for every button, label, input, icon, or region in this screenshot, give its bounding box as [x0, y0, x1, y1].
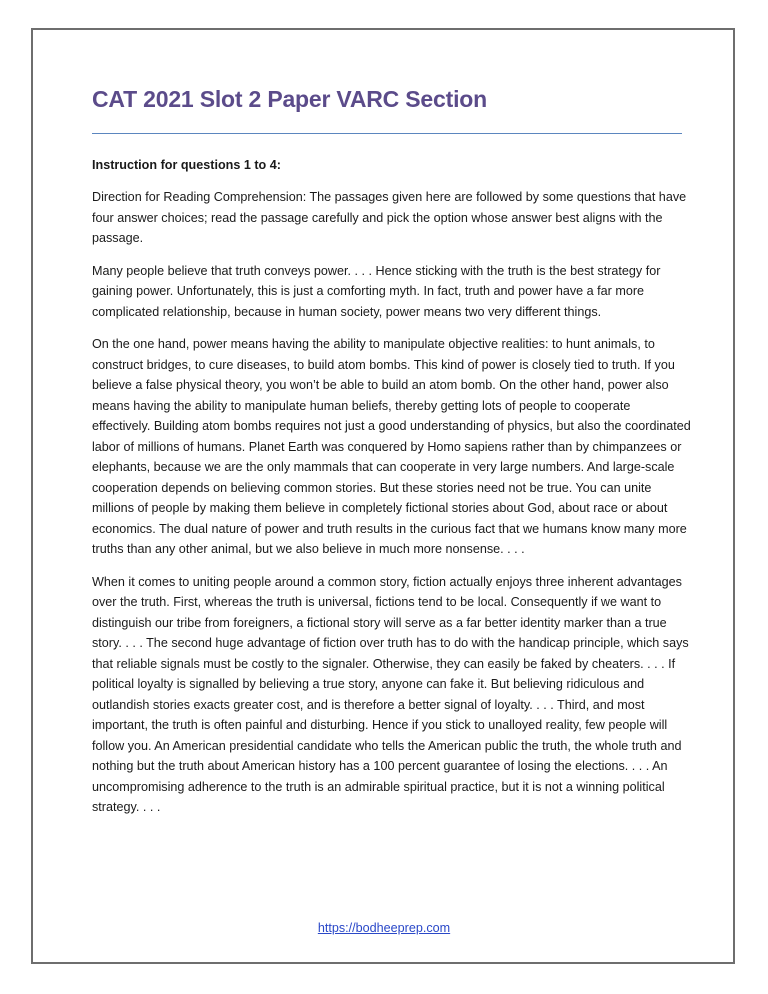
- footer-website-link[interactable]: https://bodheeprep.com: [317, 921, 451, 935]
- instruction-heading: Instruction for questions 1 to 4:: [92, 158, 281, 172]
- page-title: CAT 2021 Slot 2 Paper VARC Section: [92, 86, 487, 112]
- directions-paragraph: Direction for Reading Comprehension: The passages given here are followed by some questions that have four answer choices; read the passage carefully and pick the option whose answer best aligns with the passage.: [92, 190, 687, 245]
- title-divider: [92, 133, 682, 134]
- passage-paragraph: On the one hand, power means having the ability to manipulate objective realities: to hunt animals, to construct bridges, to cure diseases, to build atom bombs. This kind of power is closely tied to truth. If you believe a false physical theory, you won’t be able to build an atom bomb. On the other hand, power also means having the ability to manipulate human beliefs, thereby getting lots of people to cooperate effectively. Building atom bombs requires not just a good understanding of physics, but also the coordinated labor of millions of humans. Planet Earth was conquered by Homo sapiens rather than by chimpanzees or elephants, because we are the only mammals that can cooperate in very large numbers. And large-scale cooperation depends on believing common stories. But these stories need not be true. You can unite millions of people by making them believe in completely fictional stories about God, about race or about economics. The dual nature of power and truth results in the curious fact that we humans know many more truths than any other animal, but we also believe in much more nonsense. . . .: [92, 337, 691, 556]
- passage-paragraph: When it comes to uniting people around a common story, fiction actually enjoys three inherent advantages over the truth. First, whereas the truth is universal, fictions tend to be local. Consequently if we want to distinguish our tribe from foreigners, a fictional story will serve as a far better identity marker than a true story. . . . The second huge advantage of fiction over truth has to do with the handicap principle, which says that reliable signals must be costly to the signaler. Otherwise, they can easily be faked by cheaters. . . . If political loyalty is signalled by believing a true story, anyone can fake it. But believing ridiculous and outlandish stories exacts greater cost, and is therefore a better signal of loyalty. . . . Third, and most important, the truth is often painful and disturbing. Hence if you stick to unalloyed reality, few people will follow you. An American presidential candidate who tells the American public the truth, the whole truth and nothing but the truth about American history has a 100 percent guarantee of losing the elections. . . . An uncompromising adherence to the truth is an admirable spiritual practice, but it is not a winning political strategy. . . .: [92, 574, 689, 814]
- passage-paragraph: Many people believe that truth conveys power. . . . Hence sticking with the truth is the best strategy for gaining power. Unfortunately, this is just a comforting myth. In fact, truth and power have a far more complicated relationship, because in human society, power means two very different things.: [92, 263, 661, 319]
- document-content: [92, 82, 692, 818]
